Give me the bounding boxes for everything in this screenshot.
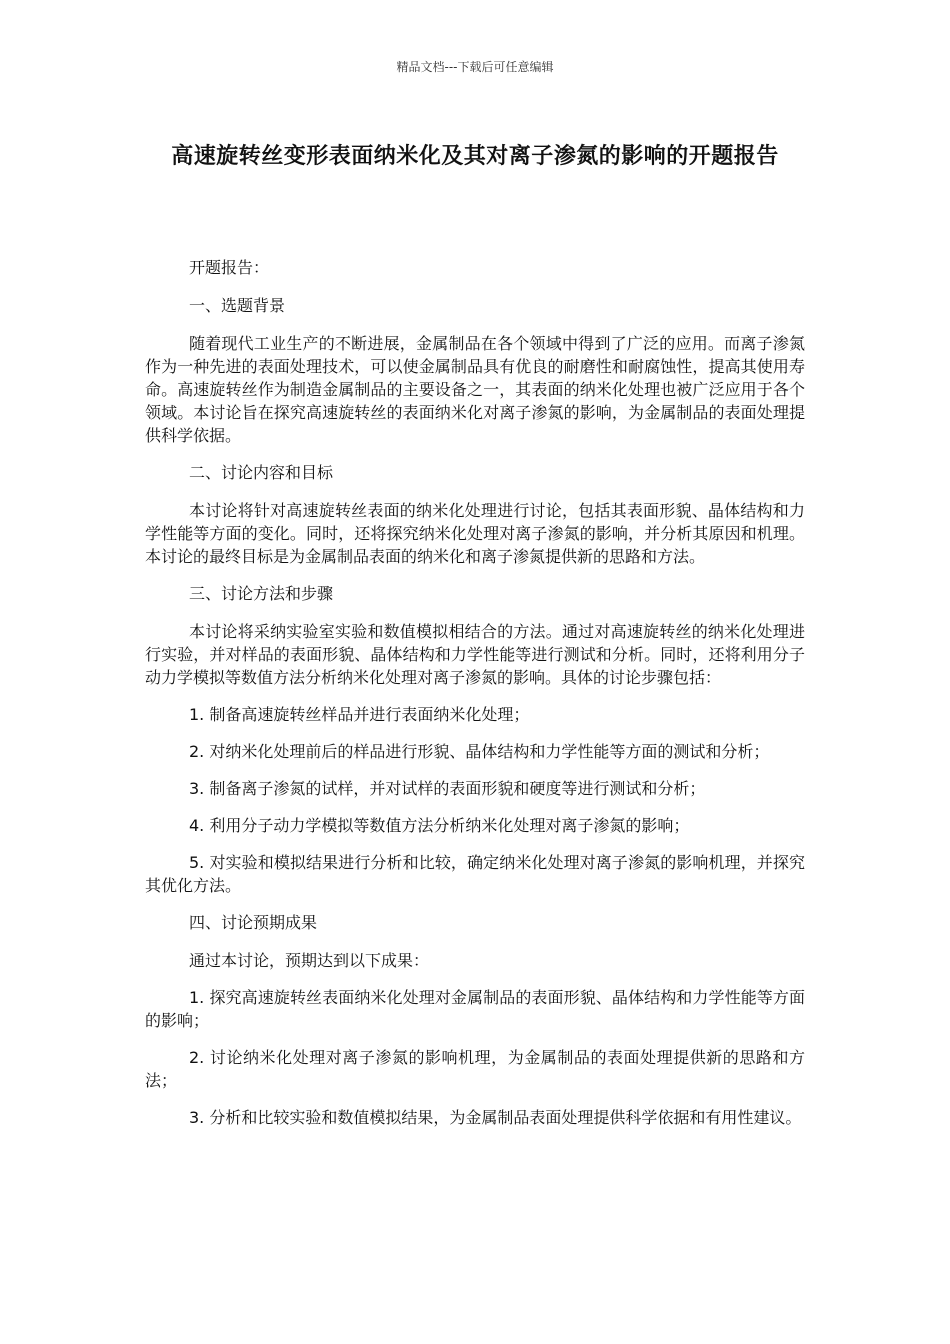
list-item: 2. 讨论纳米化处理对离子渗氮的影响机理，为金属制品的表面处理提供新的思路和方法；: [145, 1048, 805, 1090]
report-label: 开题报告：: [189, 258, 270, 277]
header-note: 精品文档---下载后可任意编辑: [396, 60, 554, 74]
section-heading-content-goals: 二、讨论内容和目标: [189, 463, 334, 482]
section-heading-background: 一、选题背景: [189, 296, 286, 315]
section-heading-methods: 三、讨论方法和步骤: [189, 584, 334, 603]
list-item: 4. 利用分子动力学模拟等数值方法分析纳米化处理对离子渗氮的影响；: [189, 816, 690, 835]
section-heading-outcomes: 四、讨论预期成果: [189, 913, 318, 932]
list-item: 3. 制备离子渗氮的试样，并对试样的表面形貌和硬度等进行测试和分析；: [189, 779, 706, 798]
list-item: 2. 对纳米化处理前后的样品进行形貌、晶体结构和力学性能等方面的测试和分析；: [189, 742, 770, 761]
paragraph-content-goals: 本讨论将针对高速旋转丝表面的纳米化处理进行讨论，包括其表面形貌、晶体结构和力学性能等方面的变化。同时，还将探究纳米化处理对离子渗氮的影响，并分析其原因和机理。本讨论的最终目标是为金属制品表面的纳米化和离子渗氮提供新的思路和方法。: [145, 501, 805, 566]
list-item: 3. 分析和比较实验和数值模拟结果，为金属制品表面处理提供科学依据和有用性建议。: [189, 1108, 802, 1127]
paragraph-methods: 本讨论将采纳实验室实验和数值模拟相结合的方法。通过对高速旋转丝的纳米化处理进行实验，并对样品的表面形貌、晶体结构和力学性能等进行测试和分析。同时，还将利用分子动力学模拟等数值方法分析纳米化处理对离子渗氮的影响。具体的讨论步骤包括：: [145, 622, 805, 687]
list-item: 5. 对实验和模拟结果进行分析和比较，确定纳米化处理对离子渗氮的影响机理，并探究其优化方法。: [145, 853, 805, 895]
list-item: 1. 探究高速旋转丝表面纳米化处理对金属制品的表面形貌、晶体结构和力学性能等方面的影响；: [145, 988, 805, 1030]
document-body: [145, 256, 805, 1143]
paragraph-outcomes-intro: 通过本讨论，预期达到以下成果：: [189, 951, 430, 970]
list-item: 1. 制备高速旋转丝样品并进行表面纳米化处理；: [189, 705, 530, 724]
document-title: 高速旋转丝变形表面纳米化及其对离子渗氮的影响的开题报告: [171, 144, 779, 169]
paragraph-background: 随着现代工业生产的不断进展，金属制品在各个领域中得到了广泛的应用。而离子渗氮作为一种先进的表面处理技术，可以使金属制品具有优良的耐磨性和耐腐蚀性，提高其使用寿命。高速旋转丝作为制造金属制品的主要设备之一，其表面的纳米化处理也被广泛应用于各个领域。本讨论旨在探究高速旋转丝的表面纳米化对离子渗氮的影响，为金属制品的表面处理提供科学依据。: [145, 334, 805, 445]
